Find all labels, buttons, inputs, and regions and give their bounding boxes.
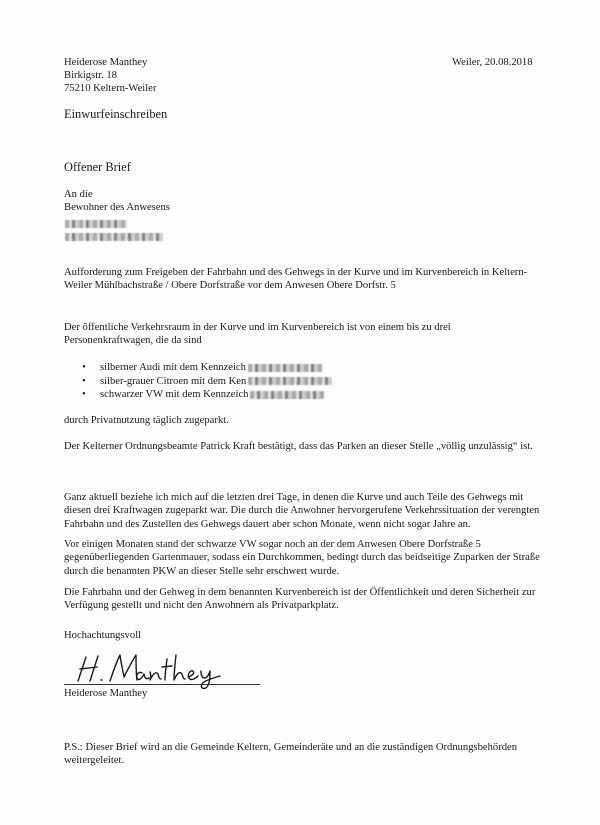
bullet: • [82,362,86,373]
recipient-line1: An die [64,189,93,200]
signature-line [64,684,260,685]
list-item [82,388,332,402]
subject-heading: Offener Brief [64,160,131,174]
redacted-plate [250,391,324,399]
recipient-line2: Bewohner des Anwesens [64,202,170,213]
delivery-method: Einwurfeinschreiben [64,107,168,121]
handwritten-signature [70,647,240,689]
recipient-redacted-address [65,228,163,246]
after-list-text: durch Privatnutzung täglich zugeparkt. [64,415,229,426]
redacted-plate [248,377,332,385]
sender-street: Birkigstr. 18 [64,70,117,81]
redacted-block [65,233,163,241]
public-paragraph: Die Fahrbahn und der Gehweg in dem benannten Kurvenbereich ist der Öffentlichkeit und deren Sicherheit zur Verfügung gestellt und nicht den Anwohnern als Privatparkplatz. [64,587,536,612]
car-text: schwarzer VW mit dem Kennzeich [100,389,249,400]
car-list [82,361,332,402]
intro-paragraph: Der öffentliche Verkehrsraum in der Kurve und im Kurvenbereich ist von einem bis zu drei Personenkraftwagen, die da sind [64,322,451,347]
closing: Hochachtungsvoll [64,630,142,641]
place-date: Weiler, 20.08.2018 [452,57,533,68]
postscript: P.S.: Dieser Brief wird an die Gemeinde Keltern, Gemeinderäte und an die zuständigen Ordnungsbehörden weitergeleitet. [64,742,518,767]
redacted-plate [248,364,322,372]
signature-name: Heiderose Manthey [64,688,148,699]
car-text: silber-grauer Citroen mit dem Ken [100,375,247,387]
sender-city: 75210 Keltern-Weiler [64,83,157,94]
list-item [82,361,332,375]
officer-paragraph: Der Kelterner Ordnungsbeamte Patrick Kraft bestätigt, dass das Parken an dieser Stelle „völlig unzulässig“ ist. [64,441,533,452]
bullet: • [82,375,86,387]
summary-paragraph: Aufforderung zum Freigeben der Fahrbahn und des Gehwegs in der Kurve und im Kurvenbereich in Keltern-Weiler Mühlbachstraße / Obere Dorfstraße vor dem Anwesen Obere Dorfstr. 5 [64,267,528,292]
bullet: • [82,389,86,400]
car-text: silberner Audi mit dem Kennzeich [100,362,246,373]
list-item [82,375,332,389]
months-paragraph: Vor einigen Monaten stand der schwarze VW sogar noch an der dem Anwesen Obere Dorfstraße 5 gegenüberliegenden Gartenmauer, sodass ein Durchkommen, bedingt durch das beidseitige Zuparken der Straße durch die benannten PKW an dieser Stelle sehr erschwert wurde. [64,539,540,577]
sender-name: Heiderose Manthey [64,57,148,68]
recent-paragraph: Ganz aktuell beziehe ich mich auf die letzten drei Tage, in denen die Kurve und auch Teile des Gehwegs mit diesen drei Kraftwagen zugeparkt war. Die durch die Anwohner hervorgerufene Verkehrssituation der verengten Fahrbahn und des Zustellen des Gehwegs dauert aber schon Monate, wenn nicht sogar Jahre an. [64,492,540,530]
